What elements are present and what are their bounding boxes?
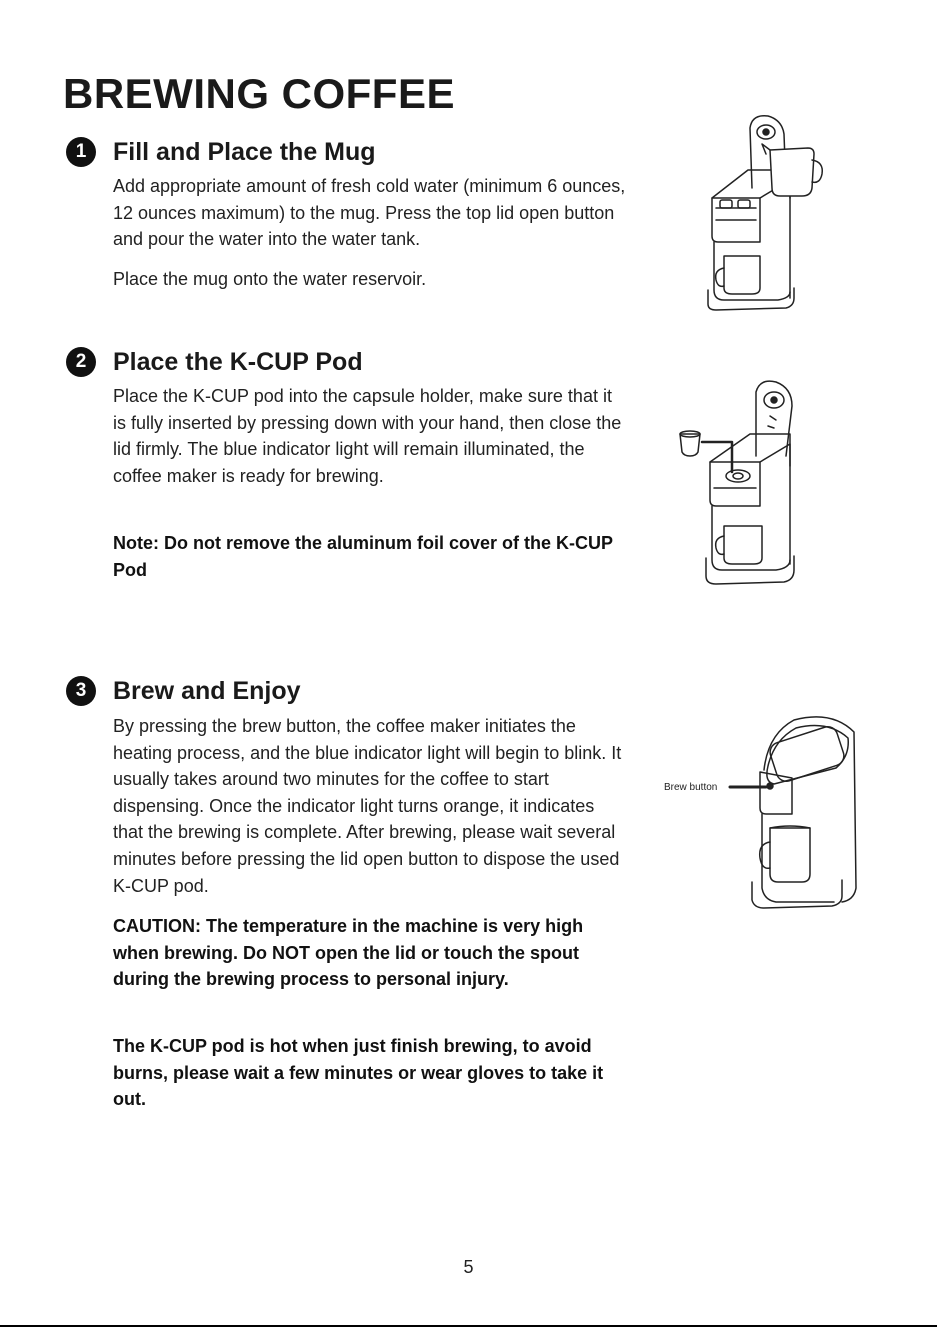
insert-pod-illustration [676,376,806,591]
page-number: 5 [463,1257,474,1277]
step-title: Fill and Place the Mug [113,137,376,166]
step-1-heading [66,137,376,167]
pour-water-illustration [690,108,830,313]
step-title: Brew and Enjoy [113,676,301,705]
step-number-badge: 1 [66,137,96,167]
step-title: Place the K-CUP Pod [113,347,363,376]
step-3-instructions: By pressing the brew button, the coffee maker initiates the heating process, and the blue indicator light will begin to blink. It usually takes around two minutes for the coffee to start dispensing. Once the indicator light turns orange, it indicates that the brewing is complete. After brewing, please wait several minutes before pressing the lid open button to dispose the used K-CUP pod. [113,716,622,896]
page-title: BREWING COFFEE [63,70,455,117]
step-2-note: Note: Do not remove the aluminum foil cover of the K-CUP Pod [113,533,613,580]
step-3-hot-pod-warning: The K-CUP pod is hot when just finish brewing, to avoid burns, please wait a few minutes or wear gloves to take it out. [113,1036,604,1110]
step-1-instructions: Add appropriate amount of fresh cold water (minimum 6 ounces, 12 ounces maximum) to the mug. Press the top lid open button and pour the water into the water tank. [113,176,626,250]
step-2-instructions: Place the K-CUP pod into the capsule holder, make sure that it is fully inserted by pressing down with your hand, then close the lid firmly. The blue indicator light will remain illuminated, the coffee maker is ready for brewing. [113,386,622,486]
page-bottom-rule [0,1325,937,1327]
step-3-caution: CAUTION: The temperature in the machine is very high when brewing. Do NOT open the lid or touch the spout during the brewing process to personal injury. [113,916,584,990]
brew-button-illustration [664,712,864,912]
step-number-badge: 3 [66,676,96,706]
step-number-badge: 2 [66,347,96,377]
brew-button-label: Brew button [664,782,718,793]
step-1-instructions-mug: Place the mug onto the water reservoir. [113,269,427,289]
step-3-heading [66,676,301,706]
step-2-heading [66,347,363,377]
